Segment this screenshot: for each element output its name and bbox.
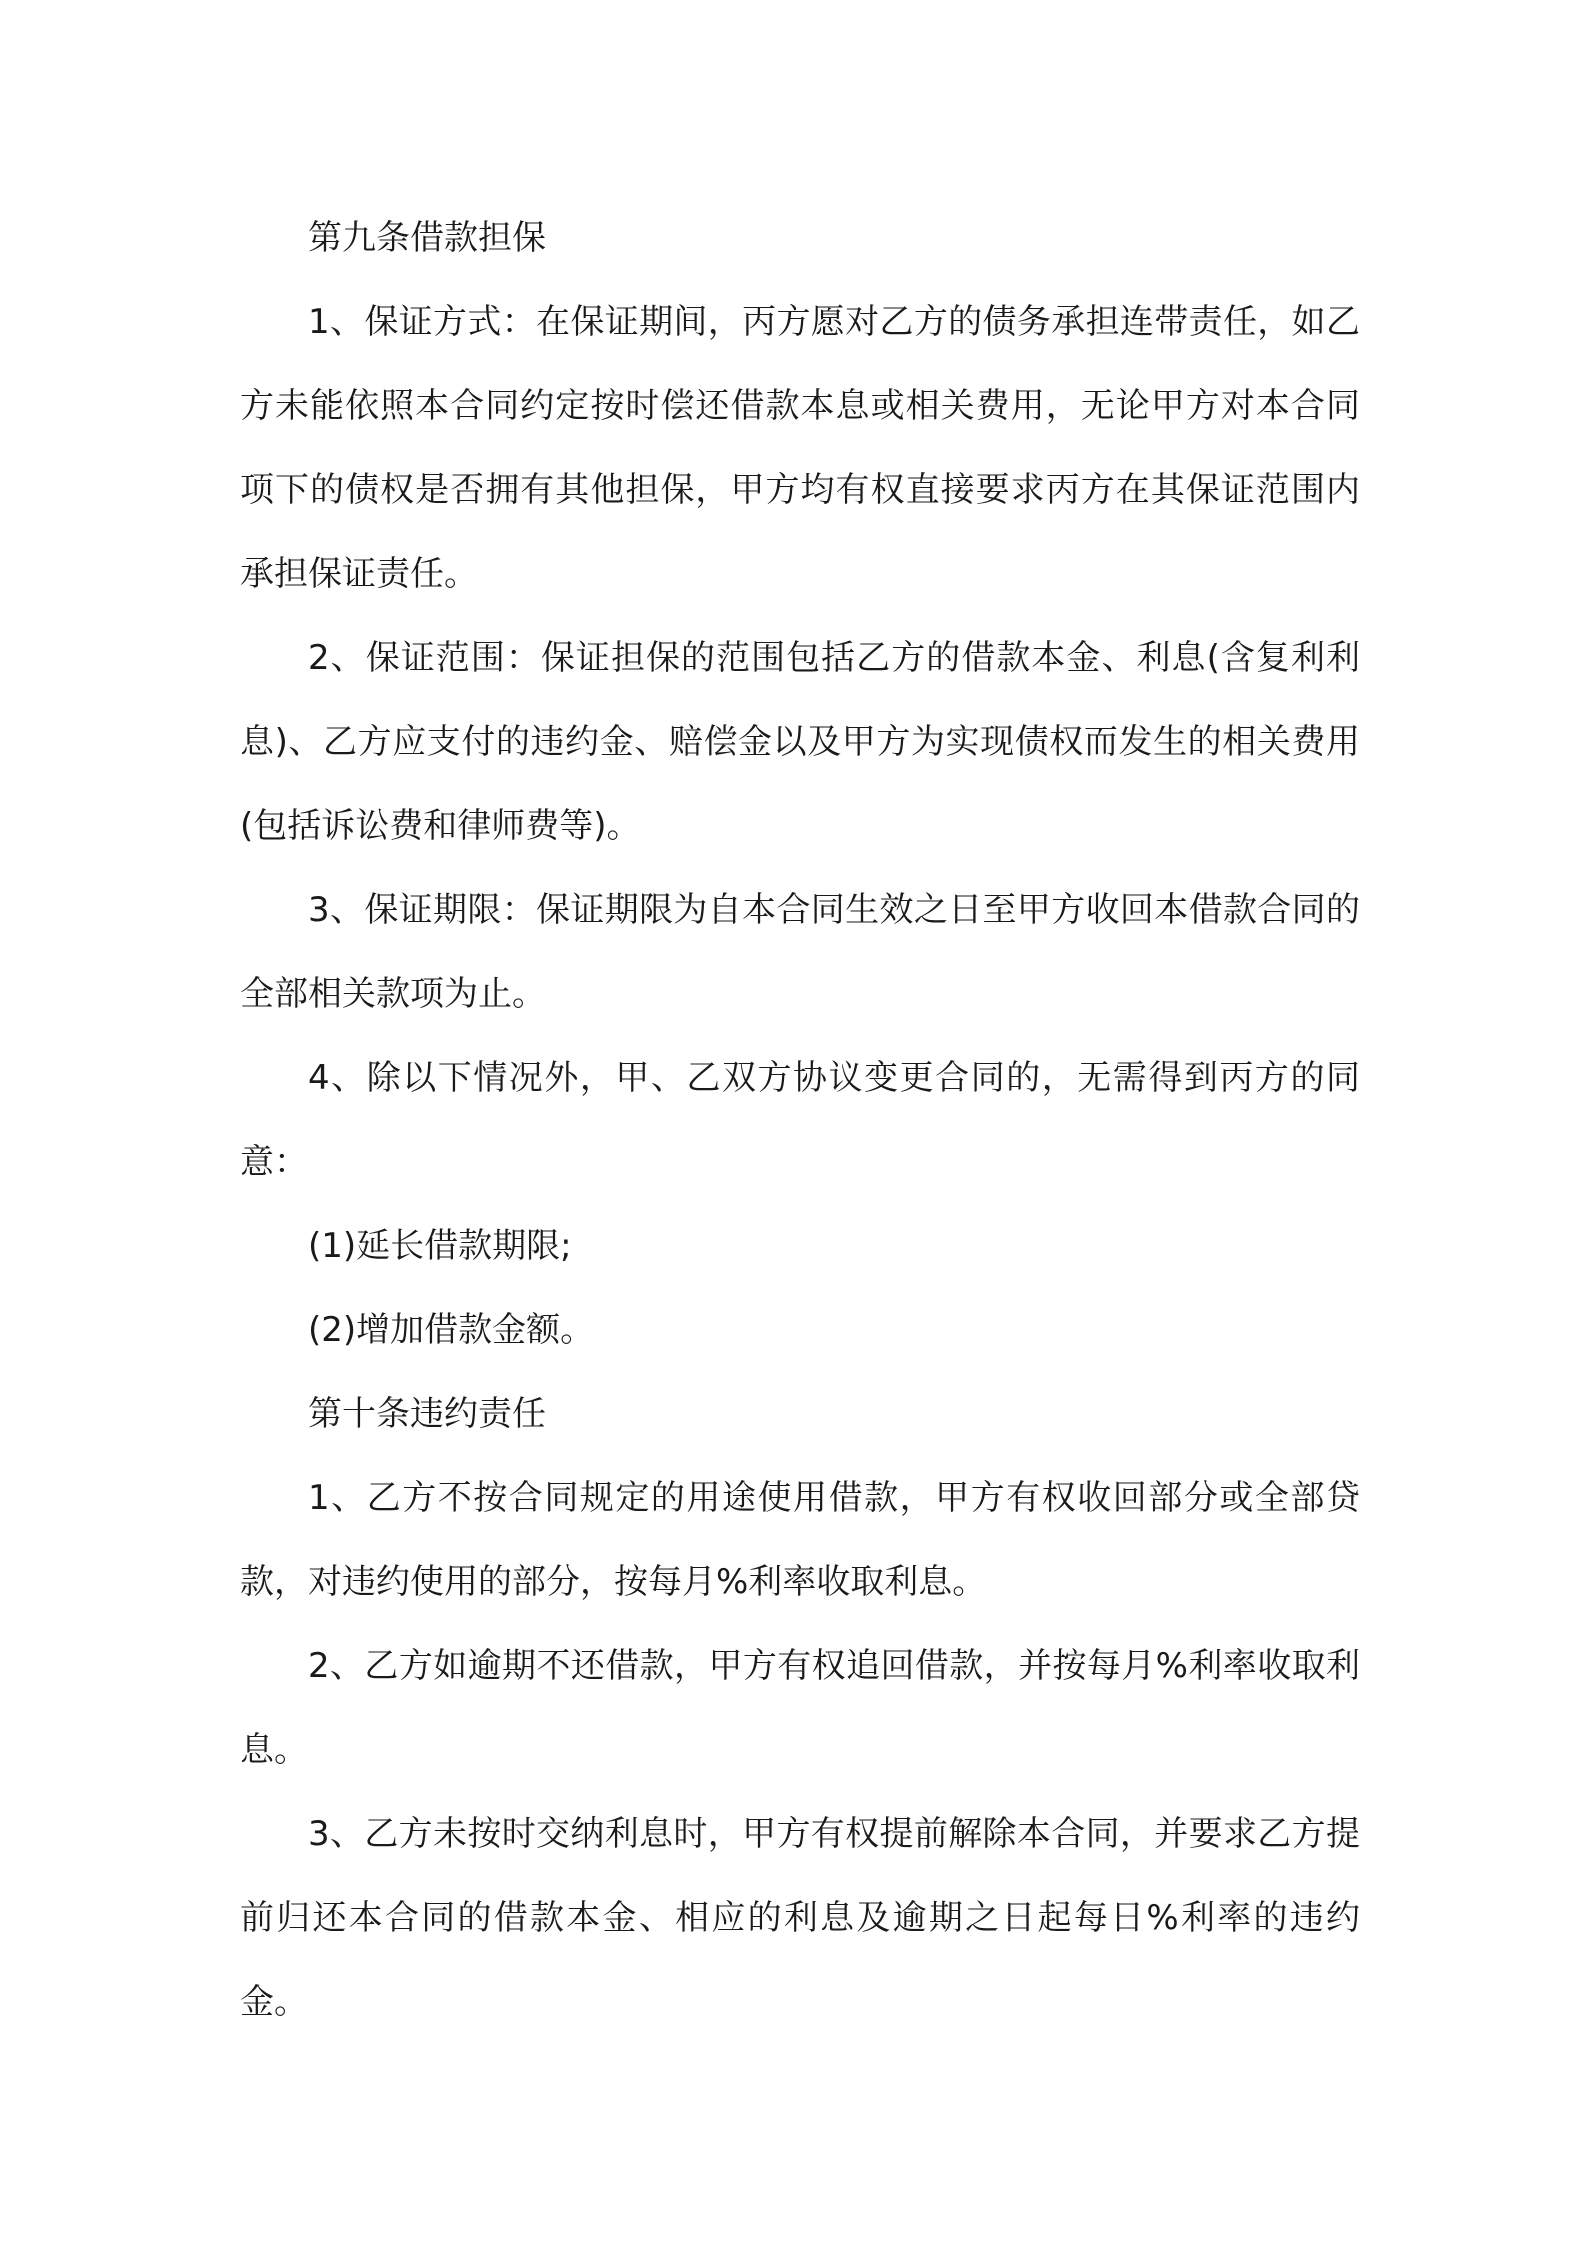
paragraph-overdue-repayment: 2、乙方如逾期不还借款，甲方有权追回借款，并按每月%利率收取利息。	[240, 1646, 1360, 1770]
paragraph-guarantee-period: 3、保证期限：保证期限为自本合同生效之日至甲方收回本借款合同的全部相关款项为止。	[240, 890, 1360, 1014]
list-item-increase-amount: (2)增加借款金额。	[308, 1310, 595, 1350]
paragraph-late-interest: 3、乙方未按时交纳利息时，甲方有权提前解除本合同，并要求乙方提前归还本合同的借款本金、相应的利息及逾期之日起每日%利率的违约金。	[240, 1814, 1360, 2022]
paragraph-guarantee-method: 1、保证方式：在保证期间，丙方愿对乙方的债务承担连带责任，如乙方未能依照本合同约定按时偿还借款本息或相关费用，无论甲方对本合同项下的债权是否拥有其他担保，甲方均有权直接要求丙方在其保证范围内承担保证责任。	[240, 302, 1360, 594]
paragraph-exceptions: 4、除以下情况外，甲、乙双方协议变更合同的，无需得到丙方的同意：	[240, 1058, 1360, 1182]
section-heading-9: 第九条借款担保	[308, 218, 546, 258]
list-item-extend-term: (1)延长借款期限;	[308, 1226, 572, 1266]
section-heading-10: 第十条违约责任	[308, 1394, 546, 1434]
paragraph-guarantee-scope: 2、保证范围：保证担保的范围包括乙方的借款本金、利息(含复利利息)、乙方应支付的违约金、赔偿金以及甲方为实现债权而发生的相关费用(包括诉讼费和律师费等)。	[240, 638, 1360, 846]
document-body	[240, 196, 1360, 2044]
paragraph-misuse-of-loan: 1、乙方不按合同规定的用途使用借款，甲方有权收回部分或全部贷款，对违约使用的部分，按每月%利率收取利息。	[240, 1478, 1360, 1602]
